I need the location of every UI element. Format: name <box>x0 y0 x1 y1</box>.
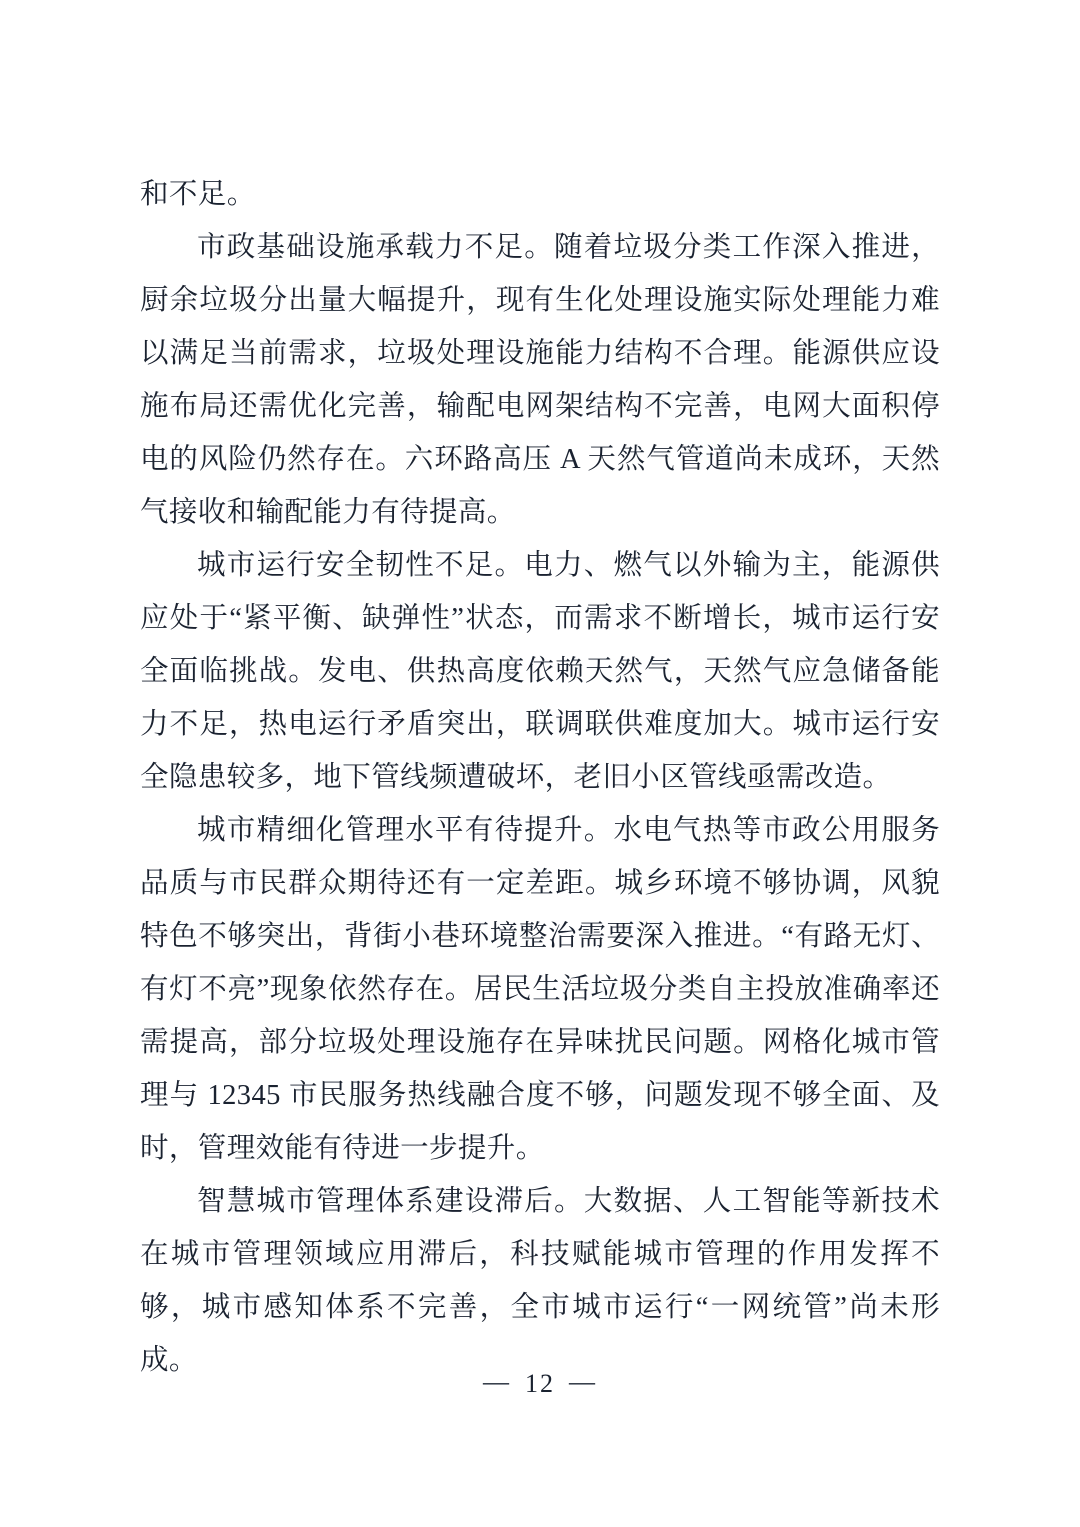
paragraph-smart-city: 智慧城市管理体系建设滞后。大数据、人工智能等新技术在城市管理领域应用滞后，科技赋能城市管理的作用发挥不够，城市感知体系不完善，全市城市运行“一网统管”尚未形成。 <box>140 1186 940 1376</box>
page-footer <box>0 1369 1080 1399</box>
footer-page-number: 12 <box>525 1369 555 1398</box>
paragraph-continued: 和不足。 <box>140 179 256 210</box>
paragraph-infrastructure: 市政基础设施承载力不足。随着垃圾分类工作深入推进，厨余垃圾分出量大幅提升，现有生化处理设施实际处理能力难以满足当前需求，垃圾处理设施能力结构不合理。能源供应设施布局还需优化完善，输配电网架结构不完善，电网大面积停电的风险仍然存在。六环路高压 A 天然气管道尚未成环，天然气接收和输配能力有待提高。 <box>140 232 940 528</box>
footer-dash-left: — <box>483 1367 511 1396</box>
paragraph-refined-management: 城市精细化管理水平有待提升。水电气热等市政公用服务品质与市民群众期待还有一定差距。城乡环境不够协调，风貌特色不够突出，背街小巷环境整治需要深入推进。“有路无灯、有灯不亮”现象依然存在。居民生活垃圾分类自主投放准确率还需提高，部分垃圾处理设施存在异味扰民问题。网格化城市管理与 12345 市民服务热线融合度不够，问题发现不够全面、及时，管理效能有待进一步提升。 <box>140 815 940 1164</box>
footer-dash-right: — <box>569 1367 597 1396</box>
document-body <box>140 168 940 1387</box>
paragraph-urban-safety: 城市运行安全韧性不足。电力、燃气以外输为主，能源供应处于“紧平衡、缺弹性”状态，而需求不断增长，城市运行安全面临挑战。发电、供热高度依赖天然气，天然气应急储备能力不足，热电运行矛盾突出，联调联供难度加大。城市运行安全隐患较多，地下管线频遭破坏，老旧小区管线亟需改造。 <box>140 550 940 793</box>
